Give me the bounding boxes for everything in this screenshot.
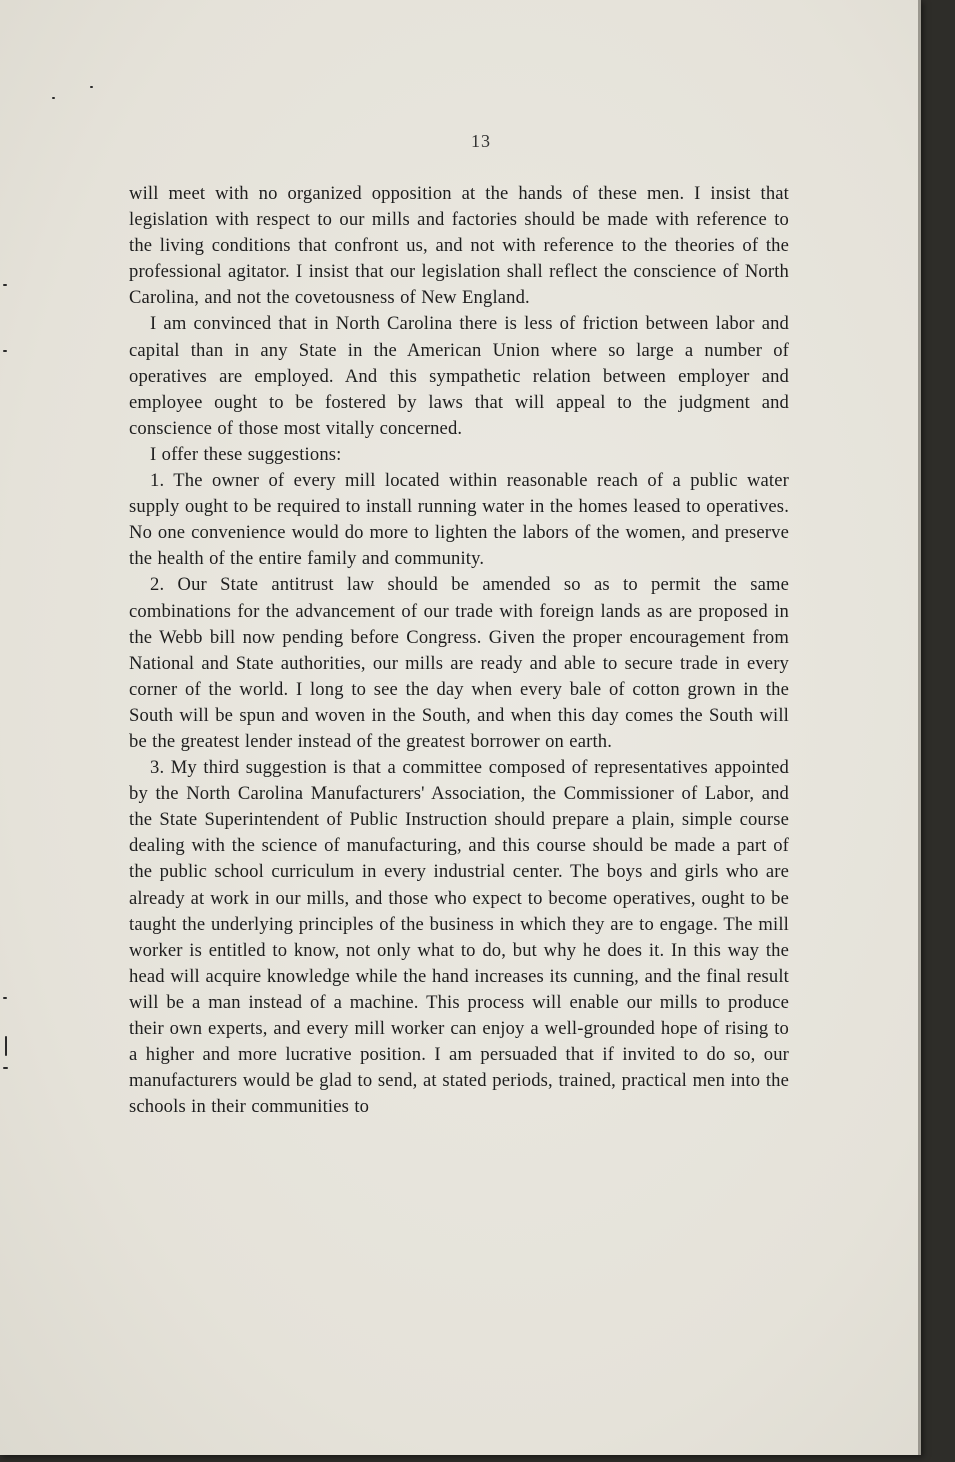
- paragraph-suggestion-2: 2. Our State antitrust law should be amended so as to permit the same combinations for the advancement of our trade with foreign lands as are proposed in the Webb bill now pending before Congress. Given the proper encouragement from National and State authorities, our mills are ready and able to secure trade in every corner of the world. I long to see the day when every bale of cotton grown in the South will be spun and woven in the South, and when this day comes the South will be the greatest lender instead of the greatest borrower on earth.: [129, 574, 789, 752]
- margin-mark: [5, 1036, 7, 1056]
- paragraph-friction: I am convinced that in North Carolina there is less of friction between labor and capital than in any State in the American Union where so large a number of operatives are employed. And this sympathetic relation between employer and employee ought to be fostered by laws that will appeal to the judgment and conscience of those most vitally concerned.: [129, 313, 789, 439]
- page-number: 13: [471, 131, 491, 151]
- margin-mark: [3, 997, 7, 999]
- paragraph-suggestion-1: 1. The owner of every mill located within reasonable reach of a public water supply ought to be required to install running water in the homes leased to operatives. No one convenience would do more to lighten the labors of the women, and preserve the health of the entire family and community.: [129, 470, 789, 570]
- margin-mark: [3, 350, 7, 352]
- margin-mark: [3, 284, 7, 286]
- paragraph-suggestions-intro: I offer these suggestions:: [150, 443, 342, 465]
- paragraph-suggestion-3: 3. My third suggestion is that a committee composed of representatives appointed by the North Carolina Manufacturers' Association, the Commissioner of Labor, and the State Superintendent of Public Instruction should prepare a plain, simple course dealing with the science of manufacturing, and this course should be made a part of the public school curriculum in every industrial center. The boys and girls who are already at work in our mills, and those who expect to become operatives, ought to be taught the underlying principles of the business in which they are to engage. The mill worker is entitled to know, not only what to do, but why he does it. In this way the head will acquire knowledge while the hand increases its cunning, and the final result will be a man instead of a machine. This process will enable our mills to produce their own experts, and every mill worker can enjoy a well-grounded hope of rising to a higher and more lucrative position. I am persuaded that if invited to do so, our manufacturers would be glad to send, at stated periods, trained, practical men into the schools in their communities to: [129, 757, 789, 1118]
- paragraph-continuation: will meet with no organized opposition at the hands of these men. I insist that legislation with respect to our mills and factories should be made with reference to the living conditions that confront us, and not with reference to the theories of the professional agitator. I insist that our legislation shall reflect the conscience of North Carolina, and not the covetousness of New England.: [129, 183, 789, 309]
- body-text: [129, 181, 789, 1120]
- margin-mark: [3, 1067, 8, 1069]
- scan-speck: [52, 97, 55, 99]
- scan-speck: [90, 86, 93, 88]
